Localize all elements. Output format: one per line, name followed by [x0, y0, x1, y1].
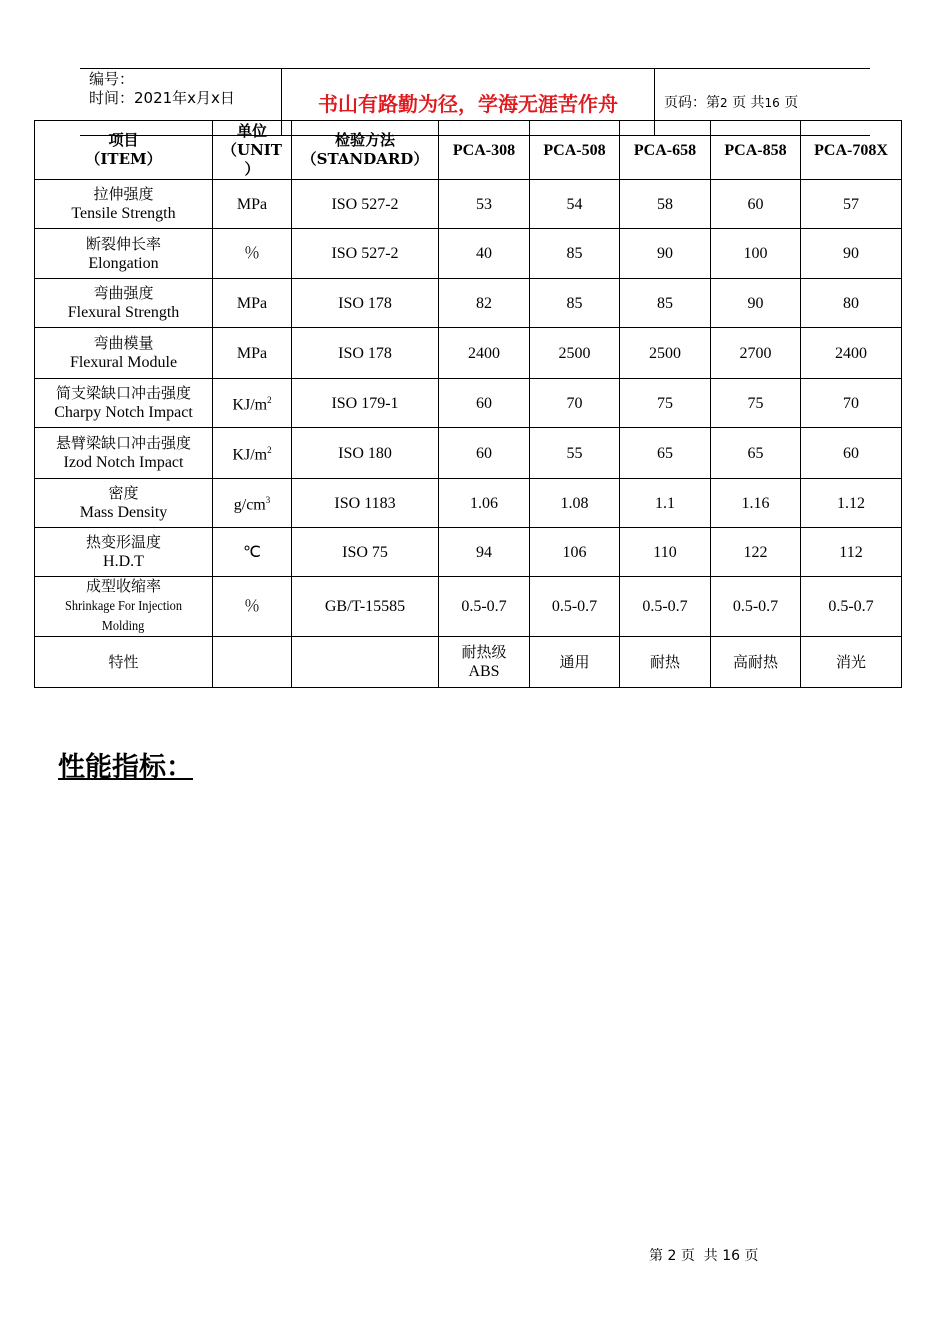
standard-cell: ISO 178: [292, 328, 439, 379]
value-cell: [530, 428, 620, 479]
unit-zh: 单位: [236, 121, 267, 140]
standard-cell: [292, 637, 439, 688]
standard-cell: ISO 178: [292, 279, 439, 328]
value-cell: [620, 637, 711, 688]
value-text: 0.5-0.7: [461, 598, 507, 615]
table-row: [35, 528, 902, 577]
value-cell: [620, 577, 711, 637]
value-text: 80: [843, 294, 859, 312]
unit-superscript: 3: [265, 495, 271, 506]
value-cell: [530, 180, 620, 229]
value-text: 0.5-0.7: [828, 598, 874, 615]
value-text: 85: [566, 294, 583, 312]
item-name-zh: 拉伸强度: [93, 185, 154, 203]
value-text: 65: [747, 444, 764, 462]
unit-cell: [213, 428, 292, 479]
value-cell: [801, 180, 902, 229]
item-cell: [35, 637, 213, 688]
item-cell: [35, 528, 213, 577]
header-standard: [292, 121, 439, 180]
value-text: 耐热级: [461, 643, 507, 661]
item-cell: [35, 180, 213, 229]
value-text: 2500: [649, 344, 681, 362]
item-name-en: Elongation: [88, 254, 159, 272]
page-prefix: 页码：第: [664, 95, 720, 111]
value-text: 1.08: [560, 494, 589, 512]
unit-cell: [213, 637, 292, 688]
unit-cell: [213, 528, 292, 577]
value-text: 112: [839, 543, 863, 561]
value-cell: [711, 229, 801, 279]
item-en: （ITEM）: [85, 150, 162, 168]
value-text: 通用: [559, 652, 590, 671]
value-text: 40: [476, 245, 492, 262]
value-cell: [530, 528, 620, 577]
item-name-en: Tensile Strength: [71, 205, 176, 222]
table-header-row: [35, 121, 902, 180]
value-text: 耐热: [649, 652, 680, 671]
unit-cell: [213, 379, 292, 428]
header-page-number: [664, 92, 798, 114]
value-cell: [620, 279, 711, 328]
unit-text: g/cm: [233, 496, 266, 514]
value-cell: [530, 328, 620, 379]
value-cell: [439, 577, 530, 637]
value-cell: [801, 637, 902, 688]
item-zh: 项目: [108, 131, 139, 149]
page-total: 16: [764, 96, 780, 110]
value-cell: [711, 577, 801, 637]
standard-cell: ISO 527-2: [292, 229, 439, 279]
unit-text: MPa: [236, 344, 268, 362]
item-name-en: Flexural Module: [69, 354, 178, 371]
standard-cell: GB/T-15585: [292, 577, 439, 637]
value-text: 1.12: [837, 494, 865, 512]
value-cell: [439, 379, 530, 428]
item-name-zh: 简支梁缺口冲击强度: [55, 384, 191, 402]
value-cell: [530, 577, 620, 637]
value-cell: [711, 180, 801, 229]
standard-en: （STANDARD）: [301, 150, 429, 168]
grade-header: PCA-658: [620, 121, 711, 180]
item-name-zh: 弯曲强度: [93, 284, 154, 302]
unit-cell: [213, 180, 292, 229]
item-name-zh: 弯曲模量: [93, 334, 154, 352]
value-cell: [801, 379, 902, 428]
unit-text: MPa: [236, 294, 268, 312]
value-text: 1.1: [655, 494, 675, 512]
footer-total: 16: [722, 1248, 741, 1264]
value-cell: [711, 279, 801, 328]
standard-cell: ISO 179-1: [292, 379, 439, 428]
grade-header: PCA-308: [439, 121, 530, 180]
grade-header: PCA-508: [530, 121, 620, 180]
value-cell: [439, 479, 530, 528]
value-cell: [801, 528, 902, 577]
value-cell: [620, 379, 711, 428]
table-row: [35, 577, 902, 637]
motto: 书山有路勤为径，学海无涯苦作舟: [318, 92, 618, 116]
value-text: 90: [657, 245, 673, 262]
value-cell: [530, 479, 620, 528]
value-text: 60: [747, 195, 764, 213]
grade-header: PCA-858: [711, 121, 801, 180]
value-text: 94: [476, 543, 492, 561]
value-cell: [620, 428, 711, 479]
value-cell: [620, 328, 711, 379]
item-cell: [35, 229, 213, 279]
value-cell: [439, 229, 530, 279]
value-text: 90: [843, 245, 859, 262]
value-text: 70: [843, 394, 859, 412]
value-text: 58: [657, 195, 673, 213]
value-text: 60: [476, 394, 492, 412]
value-text: 0.5-0.7: [732, 598, 779, 615]
code-label: 编号：: [89, 70, 135, 88]
value-cell: [801, 279, 902, 328]
unit-text: KJ/m: [232, 396, 268, 414]
header-top-rule: [80, 68, 870, 69]
value-cell: [620, 180, 711, 229]
standard-cell: ISO 75: [292, 528, 439, 577]
header-unit: [213, 121, 292, 180]
value-cell: [711, 379, 801, 428]
value-cell: [711, 637, 801, 688]
time-label: 时间：2021年x月x日: [89, 89, 235, 107]
item-name-en: Mass Density: [79, 504, 168, 521]
table-row: [35, 479, 902, 528]
table-row: [35, 428, 902, 479]
value-text: 82: [476, 294, 492, 312]
unit-en: （UNIT: [222, 140, 282, 159]
value-text: 54: [566, 195, 583, 213]
value-cell: [801, 479, 902, 528]
page-footer: [649, 1246, 758, 1266]
value-cell: [620, 479, 711, 528]
value-cell: [530, 279, 620, 328]
standard-cell: ISO 527-2: [292, 180, 439, 229]
standard-cell: ISO 1183: [292, 479, 439, 528]
page-mid: 页 共: [732, 95, 765, 111]
value-text: 106: [562, 543, 587, 561]
value-text: 1.16: [741, 494, 770, 512]
unit-superscript: 2: [267, 395, 272, 406]
spec-table: [34, 120, 902, 688]
table-row: [35, 180, 902, 229]
value-cell: [801, 328, 902, 379]
footer-prefix: 第: [649, 1248, 663, 1264]
unit-text: ℃: [243, 543, 261, 561]
item-cell: [35, 577, 213, 637]
item-name-zh: 热变形温度: [85, 533, 161, 551]
page-current: 2: [720, 96, 728, 110]
value-cell: [530, 637, 620, 688]
value-cell: [530, 229, 620, 279]
table-body: [35, 180, 902, 688]
standard-zh: 检验方法: [334, 131, 395, 149]
value-text: 70: [566, 394, 583, 412]
value-cell: [439, 428, 530, 479]
value-text: 75: [747, 394, 764, 412]
unit-superscript: 2: [267, 445, 272, 456]
unit-text: KJ/m: [232, 446, 268, 464]
standard-cell: ISO 180: [292, 428, 439, 479]
item-name-en: Shrinkage For Injection: [64, 599, 183, 614]
value-cell: [801, 577, 902, 637]
value-cell: [620, 528, 711, 577]
value-text: 85: [657, 294, 673, 312]
value-text: 消光: [835, 652, 866, 671]
footer-mid: 页 共: [680, 1248, 718, 1264]
value-text: 75: [657, 394, 673, 412]
value-cell: [711, 428, 801, 479]
item-cell: [35, 479, 213, 528]
table-row: [35, 279, 902, 328]
value-cell: [801, 229, 902, 279]
value-cell: [439, 180, 530, 229]
item-name-zh: 特性: [108, 652, 139, 671]
item-name-zh: 密度: [108, 484, 139, 502]
item-cell: [35, 428, 213, 479]
item-cell: [35, 279, 213, 328]
unit-text: MPa: [236, 195, 268, 213]
header-item: [35, 121, 213, 180]
value-text: 53: [476, 195, 492, 213]
page-suffix: 页: [784, 95, 799, 111]
item-name-en: H.D.T: [103, 553, 144, 570]
value-cell: [711, 528, 801, 577]
value-text: 2700: [739, 344, 772, 362]
value-text: 高耐热: [732, 652, 778, 671]
item-name-zh: 悬臂梁缺口冲击强度: [55, 434, 191, 452]
value-text: 2400: [468, 344, 500, 362]
item-name-en-2: Molding: [102, 619, 145, 634]
value-cell: [801, 428, 902, 479]
unit-text: ％: [243, 598, 260, 615]
unit-text: ％: [243, 245, 260, 262]
footer-suffix: 页: [744, 1248, 759, 1264]
item-name-en: Flexural Strength: [67, 304, 180, 321]
footer-page: 2: [667, 1248, 677, 1264]
value-cell: [439, 528, 530, 577]
unit-cell: [213, 328, 292, 379]
item-name-en: Izod Notch Impact: [63, 454, 184, 471]
value-cell: [711, 479, 801, 528]
value-text: 122: [743, 543, 768, 561]
section-title: 性能指标：: [58, 752, 193, 783]
item-cell: [35, 379, 213, 428]
value-text: 0.5-0.7: [642, 598, 688, 615]
value-text: 1.06: [470, 494, 498, 512]
value-cell: [711, 328, 801, 379]
value-text: 100: [743, 245, 768, 262]
value-cell: [620, 229, 711, 279]
value-cell: [439, 328, 530, 379]
value-text: 90: [747, 294, 764, 312]
grade-header: PCA-708X: [801, 121, 902, 180]
unit-cell: [213, 279, 292, 328]
header-meta: [89, 70, 235, 108]
table-row: [35, 328, 902, 379]
value-cell: [439, 637, 530, 688]
item-name-zh: 断裂伸长率: [85, 234, 161, 253]
item-name-zh: 成型收缩率: [85, 577, 161, 595]
value-text: 0.5-0.7: [551, 598, 598, 615]
value-text: 110: [653, 543, 677, 561]
value-text: 60: [476, 444, 492, 462]
value-extra: ABS: [468, 663, 500, 680]
value-text: 2400: [835, 344, 867, 362]
value-text: 85: [566, 245, 583, 262]
value-cell: [530, 379, 620, 428]
value-cell: [439, 279, 530, 328]
item-name-en: Charpy Notch Impact: [54, 404, 193, 421]
value-text: 57: [843, 195, 859, 213]
item-cell: [35, 328, 213, 379]
unit-cell: [213, 577, 292, 637]
value-text: 60: [843, 444, 859, 462]
unit-cell: [213, 479, 292, 528]
unit-cell: [213, 229, 292, 279]
value-text: 2500: [558, 344, 591, 362]
unit-en-close: ）: [244, 159, 260, 178]
table-row: [35, 379, 902, 428]
value-text: 55: [566, 444, 583, 462]
table-row: [35, 229, 902, 279]
table-row: [35, 637, 902, 688]
value-text: 65: [657, 444, 673, 462]
